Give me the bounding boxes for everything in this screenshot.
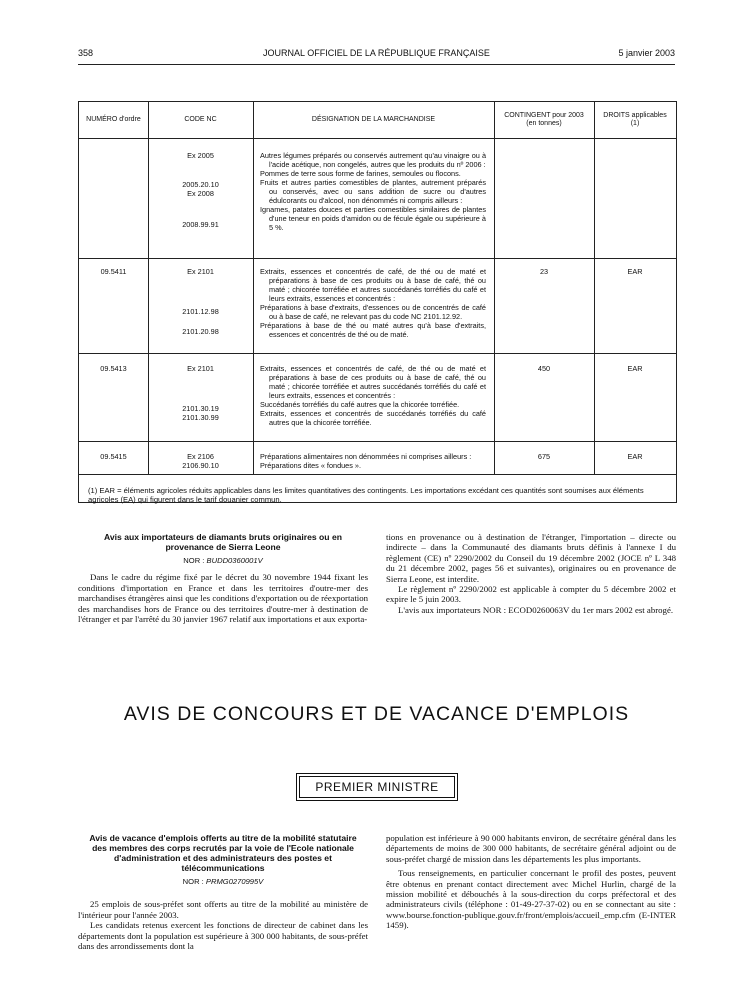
duty-value: EAR (627, 364, 643, 373)
nc-code: Ex 2005 (187, 151, 214, 160)
nc-code: Ex 2008 (187, 189, 214, 198)
col-header-designation: DÉSIGNATION DE LA MARCHANDISE (311, 116, 436, 123)
nc-code: Ex 2101 (187, 267, 214, 276)
paragraph: Dans le cadre du régime fixé par le décret du 30 novembre 1944 fixant les conditions d'importation en France et dans les territoires d'outre-mer des marchandises étrangères ainsi que les conditions d'exportation ou de réexportation des marchandises hors de France ou des territoires d'outre-mer à destination de l'étranger et par l'arrêté du 30 janvier 1967 relatif aux importations et aux exporta- (78, 572, 368, 625)
paragraph: tions en provenance ou à destination de l'étranger, l'importation – directe ou indirecte – dans la Communauté des diamants bruts définis à l'annexe I du règlement (CE) nº 2290/2002 du Conseil du 19 décembre 2002 (JOCE nº L 348 du 21 décembre 2002, pages 56 et suivantes), originaires ou en provenance de Sierra Leone, est interdite. (386, 532, 676, 584)
nc-code: 2101.20.98 (182, 327, 219, 336)
col-header-numero: NUMÉRO d'ordre (86, 116, 141, 123)
duty-value: EAR (627, 452, 643, 461)
designation-line: Extraits, essences et concentrés de café, de thé ou de maté et préparations à base de ces produits ou à base de café, thé ou maté ; chicorée torréfiée et autres succédanés torréfiés du café et leurs extraits, essences et concentrés : (260, 267, 486, 303)
designation-line: Autres légumes préparés ou conservés autrement qu'au vinaigre ou à l'acide acétique, non congelés, autres que les produits du nº 2006 : (260, 151, 486, 169)
notice-diamonds-right (386, 532, 676, 615)
nor-label: NOR : (183, 556, 205, 565)
running-header (78, 48, 675, 64)
quota-table (78, 101, 677, 503)
nc-code: Ex 2101 (187, 364, 214, 373)
page-number: 358 (78, 48, 94, 58)
paragraph: Tous renseignements, en particulier concernant le profil des postes, peuvent être obtenus en prenant contact directement avec Michel Hurlin, chargé de la mission mobilité et débouchés à la sous-direction du corps préfectoral et des administrateurs civils (téléphone : 01-49-27-37-02) ou en se connectant au site : www.bourse.fonction-publique.gouv.fr/front/emplois/accueil_emp.cfm (E-INTER 1459). (386, 868, 676, 931)
section-title: AVIS DE CONCOURS ET DE VACANCE D'EMPLOIS (123, 703, 630, 725)
designation-line: Préparations à base d'extraits, d'essences ou de concentrés de café ou à base de café, ne relevant pas du code NC 2101.12.92. (260, 303, 486, 321)
nor-reference (78, 877, 368, 887)
notice-vacancies-left (78, 833, 368, 951)
designation-cell (260, 364, 486, 427)
nc-code: Ex 2106 (187, 452, 214, 461)
nor-reference (78, 556, 368, 566)
quota-value: 450 (537, 364, 551, 373)
table-divider (494, 102, 495, 474)
nc-code: 2101.12.98 (182, 307, 219, 316)
designation-line: Extraits, essences et concentrés de succédanés torréfiés du café autres que la chicorée torréfiée. (260, 409, 486, 427)
nor-code: BUDD0360001V (206, 556, 263, 565)
notice-title: Avis aux importateurs de diamants bruts originaires ou en provenance de Sierra Leone (104, 532, 342, 552)
journal-title: JOURNAL OFFICIEL DE LA RÉPUBLIQUE FRANÇAISE (263, 48, 490, 58)
table-divider (79, 138, 676, 139)
order-number: 09.5415 (100, 452, 127, 461)
paragraph: population est inférieure à 90 000 habitants environ, de secrétaire général dans les départements de moins de 300 000 habitants, de secrétaire général adjoint ou de sous-préfet chargé de mission dans les départements les plus importants. (386, 833, 676, 864)
table-divider (79, 258, 676, 259)
quota-value: 23 (539, 267, 549, 276)
nor-code: PRMG0270995V (205, 877, 264, 886)
designation-line: Succédanés torréfiés du café autres que la chicorée torréfiée. (260, 400, 460, 409)
designation-line: Ignames, patates douces et parties comestibles similaires de plantes d'une teneur en poids d'amidon ou de fécule égale ou supérieure à 5 %. (260, 205, 486, 232)
ministry-heading (296, 773, 458, 801)
designation-line: Pommes de terre sous forme de farines, semoules ou flocons. (260, 169, 461, 178)
nc-code: 2008.99.91 (182, 220, 219, 229)
nc-code: 2101.30.19 (182, 404, 219, 413)
table-divider (79, 441, 676, 442)
nc-code: 2106.90.10 (182, 461, 219, 470)
designation-line: Fruits et autres parties comestibles de plantes, autrement préparés ou conservés, avec ou sans addition de sucre ou d'autres édulcorants ou d'alcool, non dénommés ni compris ailleurs : (260, 178, 486, 205)
nor-label: NOR : (182, 877, 204, 886)
table-divider (79, 474, 676, 475)
table-divider (79, 353, 676, 354)
paragraph: Les candidats retenus exercent les fonctions de directeur de cabinet dans les départements dont la population est supérieure à 300 000 habitants, de sous-préfet dans des arrondissements dont la (78, 920, 368, 952)
col-header-droits: DROITS applicables (1) (603, 112, 667, 127)
designation-cell (260, 452, 486, 470)
notice-vacancies-right (386, 833, 676, 931)
paragraph: Le règlement nº 2290/2002 est applicable à compter du 5 décembre 2002 et expire le 5 juin 2003. (386, 584, 676, 605)
order-number: 09.5411 (100, 267, 127, 276)
table-divider (253, 102, 254, 474)
paragraph: 25 emplois de sous-préfet sont offerts au titre de la mobilité au ministère de l'intérieur pour l'année 2003. (78, 899, 368, 920)
header-rule (78, 64, 675, 65)
col-header-contingent: CONTINGENT pour 2003 (en tonnes) (504, 112, 584, 127)
designation-line: Préparations dites « fondues ». (260, 461, 362, 470)
designation-line: Préparations à base de thé ou maté autres qu'à base d'extraits, essences et concentrés de thé ou de maté. (260, 321, 486, 339)
duty-value: EAR (627, 267, 643, 276)
notice-title: Avis de vacance d'emplois offerts au titre de la mobilité statutaire des membres des corps recrutés par la voie de l'Ecole nationale d'administration et des administrateurs des postes et télécommunications (89, 833, 357, 873)
notice-diamonds-left (78, 532, 368, 624)
order-number: 09.5413 (100, 364, 127, 373)
table-footnote: (1) EAR = éléments agricoles réduits applicables dans les limites quantitatives des contingents. Les importations excédant ces quantités sont soumises aux éléments agricoles (EA) qui figurent dans le tarif douanier commun. (88, 486, 644, 504)
quota-value: 675 (537, 452, 551, 461)
designation-line: Extraits, essences et concentrés de café, de thé ou de maté et préparations à base de ces produits ou à base de café, thé ou maté ; chicorée torréfiée et autres succédanés torréfiés du café et leurs extraits, essences et concentrés : (260, 364, 486, 400)
nc-code: 2005.20.10 (182, 180, 219, 189)
col-header-code: CODE NC (184, 116, 217, 123)
ministry-label: PREMIER MINISTRE (315, 780, 439, 794)
designation-cell (260, 151, 486, 232)
paragraph: L'avis aux importateurs NOR : ECOD0260063V du 1er mars 2002 est abrogé. (398, 604, 674, 615)
designation-line: Préparations alimentaires non dénommées ni comprises ailleurs : (260, 452, 472, 461)
table-divider (594, 102, 595, 474)
designation-cell (260, 267, 486, 339)
issue-date: 5 janvier 2003 (618, 48, 675, 58)
nc-code: 2101.30.99 (182, 413, 219, 422)
